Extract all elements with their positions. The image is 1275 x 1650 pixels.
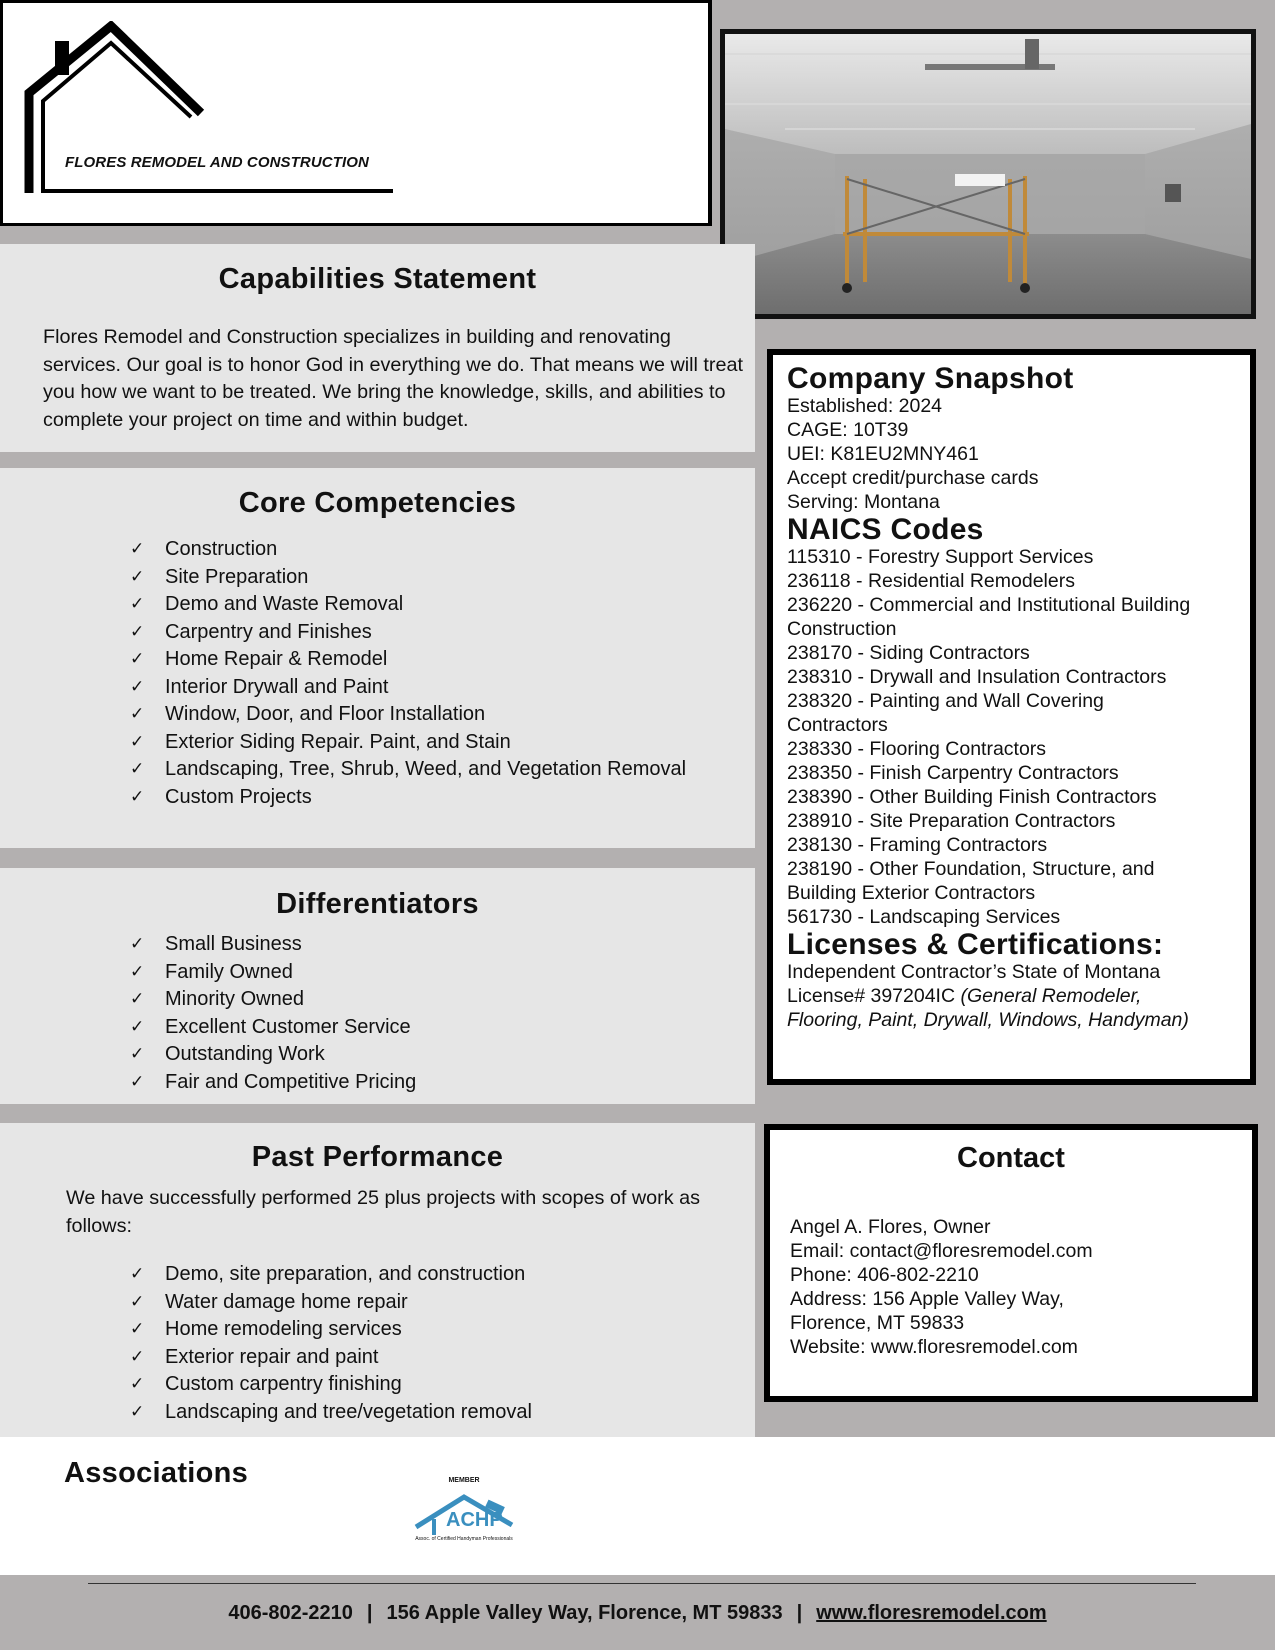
naics-line: 561730 - Landscaping Services	[787, 906, 1061, 928]
naics-line: 238130 - Framing Contractors	[787, 834, 1048, 856]
naics-line: 238190 - Other Foundation, Structure, and	[787, 858, 1155, 880]
contact-details	[790, 1215, 1093, 1359]
checkmark-icon: ✓	[130, 961, 145, 982]
contact-address-line1: Address: 156 Apple Valley Way,	[790, 1288, 1064, 1310]
naics-line: Construction	[787, 618, 897, 640]
checkmark-icon: ✓	[130, 1374, 145, 1394]
list-item: ✓ Demo and Waste Removal	[130, 591, 686, 619]
naics-line: 236118 - Residential Remodelers	[787, 570, 1075, 592]
snapshot-title: Company Snapshot	[787, 362, 1074, 395]
footer	[0, 1575, 1275, 1650]
list-item: ✓ Family Owned	[130, 959, 416, 987]
list-item: ✓ Landscaping, Tree, Shrub, Weed, and Vegetation Removal	[130, 756, 686, 784]
achp-subtitle: Assoc. of Certified Handyman Professionals	[415, 1536, 513, 1542]
footer-divider	[88, 1583, 1196, 1584]
footer-address: 156 Apple Valley Way, Florence, MT 59833	[386, 1602, 783, 1624]
capabilities-body: Flores Remodel and Construction specializes in building and renovating services. Our goal is to honor God in everything we do. That means we will treat you how we want to be treated. We bring the knowledge, skills, and abilities to complete your project on time and within budget.	[43, 326, 744, 431]
snapshot-fact: Accept credit/purchase cards	[787, 467, 1039, 489]
checkmark-icon: ✓	[130, 1346, 145, 1367]
naics-line: 238310 - Drywall and Insulation Contractors	[787, 666, 1167, 688]
checkmark-icon: ✓	[130, 1291, 145, 1312]
checkmark-icon: ✓	[130, 1264, 145, 1284]
checkmark-icon: ✓	[130, 704, 145, 724]
core-competencies-title: Core Competencies	[238, 487, 517, 519]
associations-title: Associations	[64, 1457, 249, 1489]
past-performance-intro: We have successfully performed 25 plus projects with scopes of work as follows:	[66, 1187, 701, 1237]
checkmark-icon: ✓	[130, 566, 145, 587]
list-item: ✓ Small Business	[130, 931, 416, 959]
checkmark-icon: ✓	[130, 594, 145, 614]
list-item: ✓ Construction	[130, 536, 686, 564]
list-item: ✓ Demo, site preparation, and construction	[130, 1261, 532, 1289]
list-item: ✓ Window, Door, and Floor Installation	[130, 701, 686, 729]
naics-line: 238910 - Site Preparation Contractors	[787, 810, 1116, 832]
list-item: ✓ Home remodeling services	[130, 1316, 532, 1344]
checkmark-icon: ✓	[130, 649, 145, 669]
licenses-title: Licenses & Certifications:	[787, 928, 1164, 961]
house-logo-icon	[23, 21, 423, 221]
contact-phone[interactable]: Phone: 406-802-2210	[790, 1264, 979, 1286]
checkmark-icon: ✓	[130, 1071, 145, 1092]
garage-photo	[720, 29, 1256, 319]
naics-line: Contractors	[787, 714, 888, 736]
license-number: License# 397204IC	[787, 985, 961, 1007]
checkmark-icon: ✓	[130, 1044, 145, 1064]
naics-title: NAICS Codes	[787, 513, 984, 546]
contact-address-line2: Florence, MT 59833	[790, 1312, 965, 1334]
list-item: ✓ Fair and Competitive Pricing	[130, 1069, 416, 1097]
naics-line: 238320 - Painting and Wall Covering	[787, 690, 1104, 712]
core-competencies-panel	[0, 468, 755, 848]
company-name: FLORES REMODEL AND CONSTRUCTION	[65, 154, 369, 171]
logo-box	[0, 0, 712, 226]
checkmark-icon: ✓	[130, 1016, 145, 1037]
contact-box	[764, 1124, 1258, 1402]
list-item: ✓ Exterior Siding Repair. Paint, and Stain	[130, 729, 686, 757]
checkmark-icon: ✓	[130, 786, 145, 807]
list-item: ✓ Home Repair & Remodel	[130, 646, 686, 674]
contact-title: Contact	[957, 1142, 1065, 1174]
naics-line: 238170 - Siding Contractors	[787, 642, 1030, 664]
list-item: ✓ Carpentry and Finishes	[130, 619, 686, 647]
license-number-line	[787, 984, 1250, 1008]
list-item: ✓ Water damage home repair	[130, 1289, 532, 1317]
contact-email[interactable]: Email: contact@floresremodel.com	[790, 1240, 1093, 1262]
list-item: ✓ Custom carpentry finishing	[130, 1371, 532, 1399]
snapshot-fact: Established: 2024	[787, 395, 943, 417]
differentiators-panel	[0, 868, 755, 1104]
checkmark-icon: ✓	[130, 989, 145, 1009]
naics-line: 238350 - Finish Carpentry Contractors	[787, 762, 1119, 784]
snapshot-fact: CAGE: 10T39	[787, 419, 909, 441]
achp-badge	[404, 1477, 534, 1573]
checkmark-icon: ✓	[130, 621, 145, 642]
checkmark-icon: ✓	[130, 539, 145, 559]
achp-name: ACHP	[446, 1509, 503, 1531]
list-item: ✓ Outstanding Work	[130, 1041, 416, 1069]
checkmark-icon: ✓	[130, 934, 145, 954]
snapshot-fact: Serving: Montana	[787, 491, 940, 513]
license-scope-line: Flooring, Paint, Drywall, Windows, Handyman)	[787, 1009, 1189, 1031]
past-performance-list	[130, 1261, 532, 1426]
differentiators-list	[130, 931, 416, 1096]
differentiators-title: Differentiators	[276, 888, 479, 920]
naics-line: Building Exterior Contractors	[787, 882, 1036, 904]
associations-section	[0, 1437, 1275, 1575]
checkmark-icon: ✓	[130, 731, 145, 752]
list-item: ✓ Exterior repair and paint	[130, 1344, 532, 1372]
footer-separator: |	[366, 1602, 373, 1624]
list-item: ✓ Custom Projects	[130, 784, 686, 812]
garage-image	[725, 34, 1251, 314]
contact-owner: Angel A. Flores, Owner	[790, 1216, 991, 1238]
footer-separator: |	[796, 1602, 803, 1624]
snapshot-fact: UEI: K81EU2MNY461	[787, 443, 979, 465]
list-item: ✓ Landscaping and tree/vegetation removal	[130, 1399, 532, 1427]
footer-website-link[interactable]: www.floresremodel.com	[816, 1602, 1047, 1624]
checkmark-icon: ✓	[130, 1401, 145, 1422]
past-performance-panel	[0, 1123, 755, 1437]
footer-phone[interactable]: 406-802-2210	[228, 1602, 353, 1624]
naics-line: 115310 - Forestry Support Services	[787, 546, 1094, 568]
license-scope: (General Remodeler,	[960, 985, 1142, 1007]
list-item: ✓ Interior Drywall and Paint	[130, 674, 686, 702]
contact-website[interactable]: Website: www.floresremodel.com	[790, 1336, 1078, 1358]
past-performance-title: Past Performance	[251, 1141, 504, 1173]
checkmark-icon: ✓	[130, 759, 145, 779]
list-item: ✓ Excellent Customer Service	[130, 1014, 416, 1042]
list-item: ✓ Site Preparation	[130, 564, 686, 592]
footer-contact-line	[0, 1602, 1275, 1625]
naics-line: 238390 - Other Building Finish Contractors	[787, 786, 1157, 808]
achp-member-label: MEMBER	[448, 1477, 480, 1484]
license-line: Independent Contractor’s State of Montana	[787, 961, 1161, 983]
capabilities-panel	[0, 244, 755, 452]
capabilities-title: Capabilities Statement	[218, 263, 537, 295]
list-item: ✓ Minority Owned	[130, 986, 416, 1014]
company-snapshot-box	[767, 349, 1256, 1085]
naics-line: 236220 - Commercial and Institutional Building	[787, 594, 1191, 616]
checkmark-icon: ✓	[130, 1319, 145, 1339]
checkmark-icon: ✓	[130, 676, 145, 697]
core-competencies-list	[130, 536, 686, 811]
naics-line: 238330 - Flooring Contractors	[787, 738, 1047, 760]
